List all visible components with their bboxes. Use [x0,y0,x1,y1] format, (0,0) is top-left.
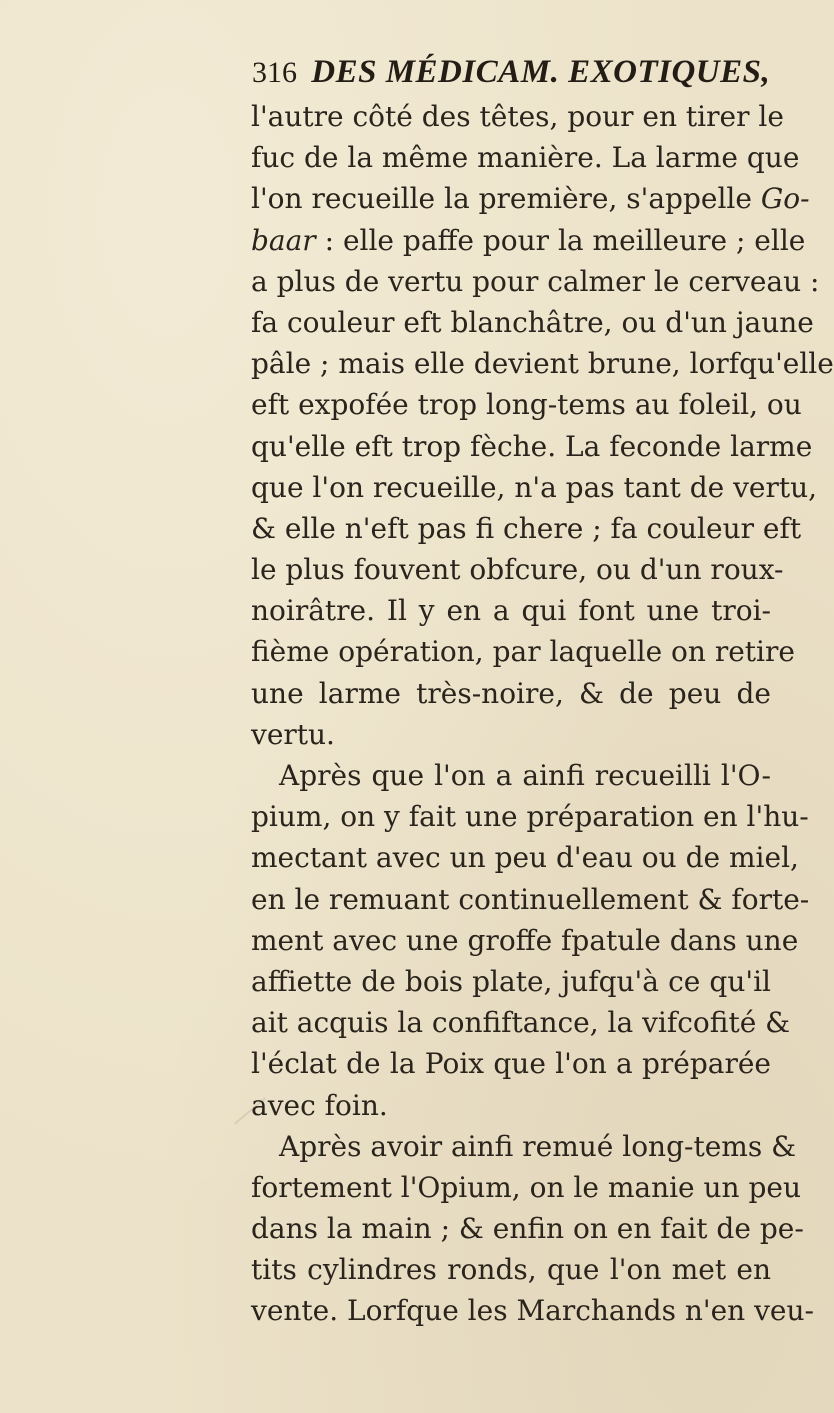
line-text: l'on recueille la première, s'appelle [251,182,761,216]
text-line [251,178,810,219]
text-line [251,302,814,343]
text-line [251,631,795,672]
line-text: noirâtre. Il y en a qui font une troi- [251,594,771,628]
text-line [251,1290,814,1331]
line-text: fième opération, par laquelle on retire [251,635,795,669]
italic-term: baar [251,223,316,257]
line-text: Après que l'on a ainfi recueilli l'O- [279,759,771,792]
text-line [251,467,818,508]
text-line [251,1002,791,1043]
text-line [251,673,771,714]
line-text: ment avec une groffe fpatule dans une [251,923,799,957]
line-text: ait acquis la confiftance, la vifcofité & [251,1006,791,1040]
text-line [251,549,784,590]
text-line [251,1126,797,1167]
text-line [251,137,800,178]
text-line [251,343,834,384]
running-title: DES MÉDICAM. EXOTIQUES, [311,54,771,90]
text-line [251,1167,802,1208]
line-text: pâle ; mais elle devient brune, lorfqu'elle [251,347,834,381]
line-text: en le remuant continuellement & forte- [251,882,810,916]
line-text: a plus de vertu pour calmer le cerveau : [251,264,820,298]
line-text: fa couleur eft blanchâtre, ou d'un jaune [251,305,814,339]
line-text: vente. Lorfque les Marchands n'en veu- [251,1294,814,1328]
line-text: : elle paffe pour la meilleure ; elle [315,223,806,257]
line-text: que l'on recueille, n'a pas tant de vertu, [251,470,818,504]
running-head [252,50,772,94]
line-text: le plus fouvent obfcure, ou d'un roux- [251,553,784,587]
text-line [251,714,771,755]
line-text: l'autre côté des têtes, pour en tirer le [251,100,784,133]
text-line [251,1043,771,1084]
text-line [251,961,771,1002]
line-text: mectant avec un peu d'eau ou de miel, [251,841,799,875]
page-number: 316 [252,56,297,89]
text-line [251,426,813,467]
body-text [251,96,834,1332]
italic-term: Go- [760,182,810,216]
line-text: affiette de bois plate, jufqu'à ce qu'il [251,964,771,998]
text-line [251,1249,771,1290]
text-line [251,837,799,878]
text-line [251,220,806,261]
line-text: avec foin. [251,1088,388,1122]
line-text: pium, on y fait une préparation en l'hu- [251,800,809,834]
text-line [251,508,802,549]
line-text: tits cylindres ronds, que l'on met en [251,1253,771,1287]
text-line [251,261,820,302]
text-line [251,796,809,837]
text-line [251,1085,771,1126]
line-text: l'éclat de la Poix que l'on a préparée [251,1047,771,1081]
line-text: vertu. [251,717,335,751]
text-line [251,879,810,920]
text-line [251,384,802,425]
text-line [251,920,799,961]
line-text: qu'elle eft trop fèche. La feconde larme [251,429,813,463]
line-text: fuc de la même manière. La larme que [251,141,800,175]
line-text: eft expofée trop long-tems au foleil, ou [251,388,802,422]
line-text: une larme très-noire, & de peu de [251,676,771,710]
line-text: Après avoir ainfi remué long-tems & [279,1129,797,1163]
text-line [251,96,784,137]
text-line [251,590,771,631]
text-line [251,1208,804,1249]
line-text: & elle n'eft pas fi chere ; fa couleur eft [251,511,802,545]
text-line [251,755,771,796]
line-text: fortement l'Opium, on le manie un peu [251,1170,802,1204]
line-text: dans la main ; & enfin on en fait de pe- [251,1212,804,1246]
